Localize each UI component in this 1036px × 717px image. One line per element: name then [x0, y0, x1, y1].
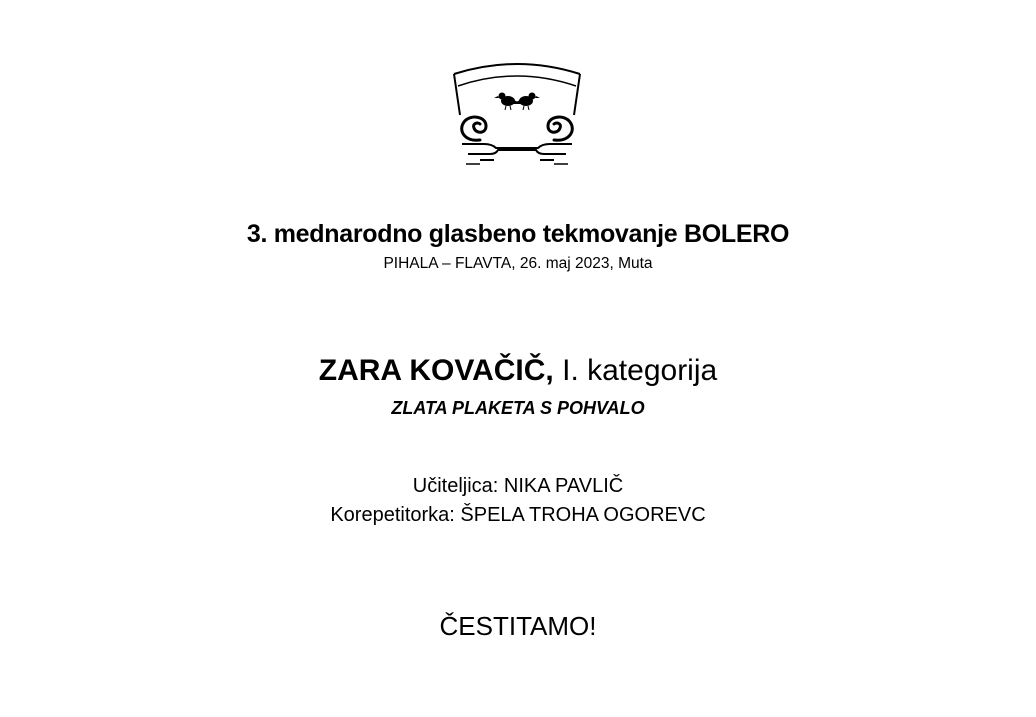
winner-category: I. kategorija — [553, 354, 718, 387]
event-title: 3. mednarodno glasbeno tekmovanje BOLERO — [246, 220, 790, 248]
school-logo-graphic — [450, 60, 584, 168]
school-logo — [450, 60, 584, 168]
award-title: ZLATA PLAKETA S POHVALO — [391, 398, 645, 418]
congratulations-text: ČESTITAMO! — [439, 611, 597, 641]
winner-line — [0, 354, 1036, 388]
accompanist-line: Korepetitorka: ŠPELA TROHA OGOREVC — [330, 504, 706, 526]
event-subtitle: PIHALA – FLAVTA, 26. maj 2023, Muta — [383, 255, 653, 272]
teacher-line: Učiteljica: NIKA PAVLIČ — [412, 475, 624, 497]
winner-name: ZARA KOVAČIČ, — [318, 354, 554, 387]
